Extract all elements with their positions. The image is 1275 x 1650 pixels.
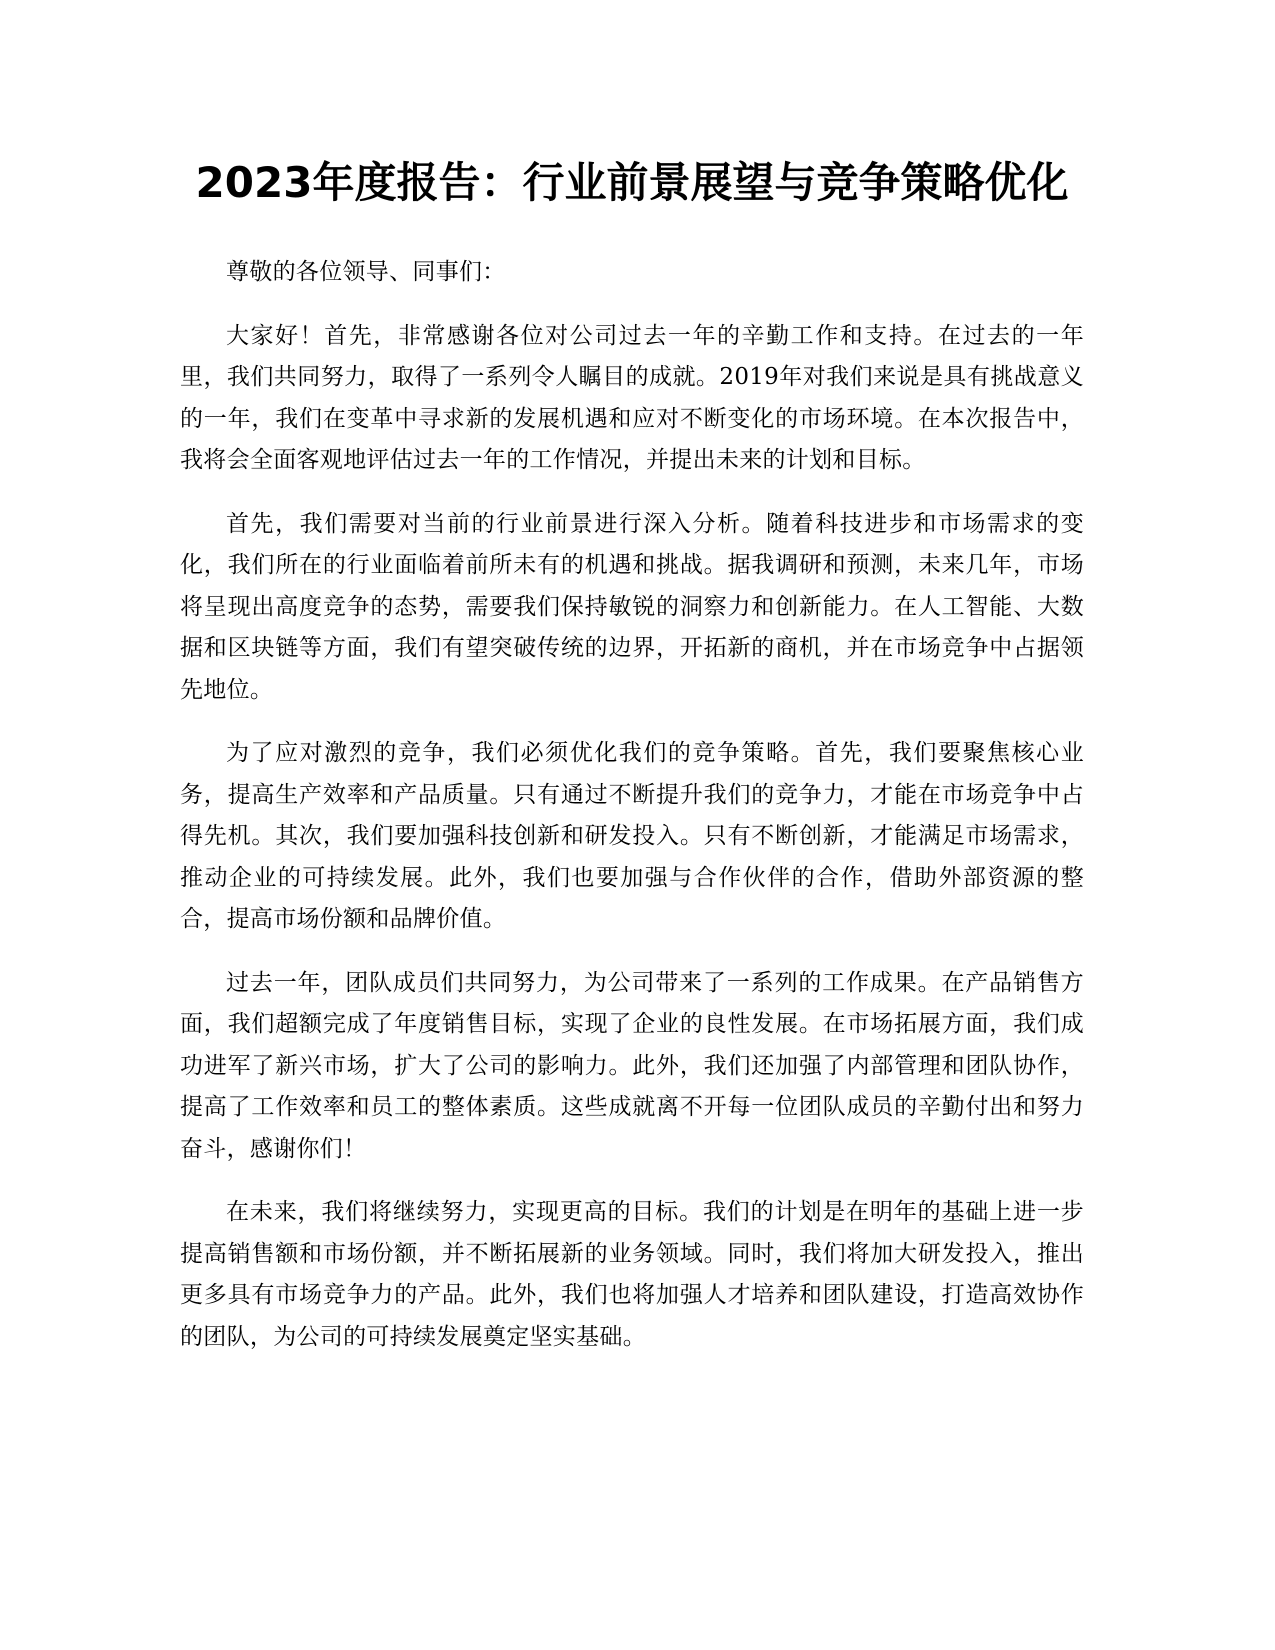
body-paragraph-5: 在未来，我们将继续努力，实现更高的目标。我们的计划是在明年的基础上进一步提高销售额和市场份额，并不断拓展新的业务领域。同时，我们将加大研发投入，推出更多具有市场竞争力的产品。此外，我们也将加强人才培养和团队建设，打造高效协作的团队，为公司的可持续发展奠定坚实基础。 — [180, 1199, 1084, 1350]
body-paragraph-3: 为了应对激烈的竞争，我们必须优化我们的竞争策略。首先，我们要聚焦核心业务，提高生产效率和产品质量。只有通过不断提升我们的竞争力，才能在市场竞争中占得先机。其次，我们要加强科技创新和研发投入。只有不断创新，才能满足市场需求，推动企业的可持续发展。此外，我们也要加强与合作伙伴的合作，借助外部资源的整合，提高市场份额和品牌价值。 — [180, 740, 1084, 932]
body-paragraph-2: 首先，我们需要对当前的行业前景进行深入分析。随着科技进步和市场需求的变化，我们所在的行业面临着前所未有的机遇和挑战。据我调研和预测，未来几年，市场将呈现出高度竞争的态势，需要我们保持敏锐的洞察力和创新能力。在人工智能、大数据和区块链等方面，我们有望突破传统的边界，开拓新的商机，并在市场竞争中占据领先地位。 — [180, 510, 1084, 703]
salutation: 尊敬的各位领导、同事们： — [226, 259, 506, 285]
document-page — [180, 0, 1084, 1358]
body-paragraph-4: 过去一年，团队成员们共同努力，为公司带来了一系列的工作成果。在产品销售方面，我们超额完成了年度销售目标，实现了企业的良性发展。在市场拓展方面，我们成功进军了新兴市场，扩大了公司的影响力。此外，我们还加强了内部管理和团队协作，提高了工作效率和员工的整体素质。这些成就离不开每一位团队成员的辛勤付出和努力奋斗，感谢你们！ — [180, 969, 1084, 1162]
body-paragraph-1: 大家好！首先，非常感谢各位对公司过去一年的辛勤工作和支持。在过去的一年里，我们共同努力，取得了一系列令人瞩目的成就。2019年对我们来说是具有挑战意义的一年，我们在变革中寻求新的发展机遇和应对不断变化的市场环境。在本次报告中，我将会全面客观地评估过去一年的工作情况，并提出未来的计划和目标。 — [180, 322, 1084, 473]
document-title: 2023年度报告：行业前景展望与竞争策略优化 — [195, 158, 1069, 207]
